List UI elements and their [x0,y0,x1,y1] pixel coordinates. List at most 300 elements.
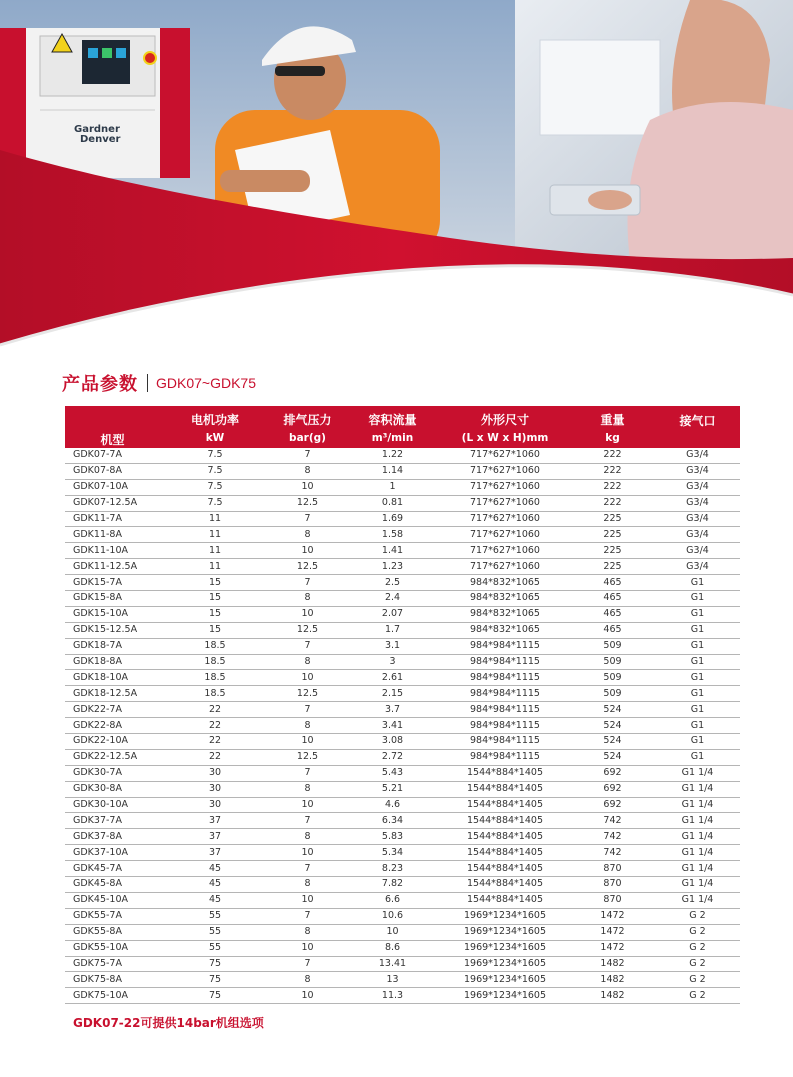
cell-flow: 8.23 [345,861,440,877]
unit-power: kW [160,428,270,448]
cell-flow: 3 [345,654,440,670]
cell-pressure: 8 [270,527,345,543]
cell-dimensions: 717*627*1060 [440,479,570,495]
cell-pressure: 12.5 [270,622,345,638]
table-row [65,591,740,607]
table-header-row [65,406,740,428]
cell-weight: 524 [570,718,655,734]
cell-outlet: G1 [655,734,740,750]
cell-dimensions: 717*627*1060 [440,527,570,543]
cell-flow: 10.6 [345,908,440,924]
cell-outlet: G3/4 [655,559,740,575]
cell-flow: 7.82 [345,877,440,893]
cell-model: GDK18-7A [65,638,160,654]
cell-outlet: G3/4 [655,463,740,479]
cell-power: 15 [160,622,270,638]
cell-outlet: G1 1/4 [655,877,740,893]
cell-model: GDK22-7A [65,702,160,718]
cell-weight: 225 [570,559,655,575]
cell-dimensions: 1544*884*1405 [440,765,570,781]
table-row [65,448,740,463]
cell-flow: 13 [345,972,440,988]
cell-outlet: G3/4 [655,527,740,543]
cell-outlet: G3/4 [655,495,740,511]
table-row [65,924,740,940]
cell-weight: 509 [570,670,655,686]
cell-dimensions: 984*984*1115 [440,654,570,670]
heading-divider [147,374,148,392]
cell-flow: 1.22 [345,448,440,463]
cell-outlet: G 2 [655,956,740,972]
cell-weight: 870 [570,877,655,893]
cell-pressure: 7 [270,448,345,463]
cell-model: GDK18-8A [65,654,160,670]
cell-weight: 742 [570,845,655,861]
cell-model: GDK30-8A [65,781,160,797]
cell-model: GDK07-8A [65,463,160,479]
table-row [65,622,740,638]
cell-pressure: 8 [270,877,345,893]
cell-pressure: 8 [270,654,345,670]
cell-dimensions: 1544*884*1405 [440,797,570,813]
cell-outlet: G1 1/4 [655,845,740,861]
cell-pressure: 10 [270,797,345,813]
header-pressure: 排气压力 [270,406,345,428]
cell-outlet: G1 [655,638,740,654]
cell-model: GDK37-7A [65,813,160,829]
cell-dimensions: 1969*1234*1605 [440,956,570,972]
cell-outlet: G1 1/4 [655,829,740,845]
cell-model: GDK30-10A [65,797,160,813]
table-row [65,527,740,543]
cell-power: 75 [160,956,270,972]
table-row [65,988,740,1004]
cell-model: GDK75-7A [65,956,160,972]
cell-power: 11 [160,543,270,559]
cell-flow: 3.1 [345,638,440,654]
table-row [65,638,740,654]
cell-outlet: G 2 [655,924,740,940]
cell-outlet: G1 [655,591,740,607]
cell-weight: 225 [570,527,655,543]
unit-flow: m³/min [345,428,440,448]
brand-line1: Gardner [74,124,120,135]
page-title: 产品参数 [62,374,138,395]
cell-dimensions: 984*832*1065 [440,606,570,622]
cell-power: 7.5 [160,463,270,479]
cell-pressure: 10 [270,543,345,559]
cell-weight: 465 [570,622,655,638]
table-row [65,797,740,813]
cell-pressure: 7 [270,638,345,654]
cell-model: GDK22-8A [65,718,160,734]
table-row [65,781,740,797]
cell-power: 45 [160,892,270,908]
cell-dimensions: 984*984*1115 [440,702,570,718]
cell-dimensions: 984*984*1115 [440,749,570,765]
cell-flow: 6.34 [345,813,440,829]
cell-weight: 222 [570,495,655,511]
cell-pressure: 7 [270,956,345,972]
page-subtitle: GDK07~GDK75 [156,375,256,391]
cell-weight: 1482 [570,956,655,972]
table-row [65,495,740,511]
cell-weight: 465 [570,591,655,607]
cell-flow: 2.5 [345,575,440,591]
cell-dimensions: 1969*1234*1605 [440,908,570,924]
cell-power: 22 [160,702,270,718]
cell-power: 18.5 [160,686,270,702]
cell-pressure: 8 [270,463,345,479]
cell-flow: 2.4 [345,591,440,607]
cell-power: 22 [160,749,270,765]
cell-outlet: G 2 [655,908,740,924]
cell-power: 15 [160,606,270,622]
cell-power: 37 [160,813,270,829]
cell-weight: 225 [570,511,655,527]
table-row [65,654,740,670]
header-outlet: 接气口 [655,406,740,448]
table-unit-row [65,428,740,448]
cell-weight: 1482 [570,988,655,1004]
footnote: GDK07-22可提供14bar机组选项 [73,1016,264,1030]
cell-dimensions: 984*832*1065 [440,591,570,607]
cell-flow: 2.07 [345,606,440,622]
cell-dimensions: 984*984*1115 [440,718,570,734]
table-row [65,670,740,686]
cell-model: GDK37-10A [65,845,160,861]
cell-flow: 1.58 [345,527,440,543]
cell-model: GDK75-8A [65,972,160,988]
cell-outlet: G1 [655,702,740,718]
cell-weight: 1472 [570,940,655,956]
cell-dimensions: 1969*1234*1605 [440,924,570,940]
cell-pressure: 12.5 [270,495,345,511]
cell-outlet: G1 1/4 [655,781,740,797]
cell-pressure: 8 [270,924,345,940]
cell-dimensions: 717*627*1060 [440,559,570,575]
cell-flow: 3.08 [345,734,440,750]
table-row [65,765,740,781]
header-flow: 容积流量 [345,406,440,428]
cell-power: 45 [160,861,270,877]
cell-dimensions: 984*984*1115 [440,670,570,686]
cell-outlet: G1 1/4 [655,797,740,813]
cell-model: GDK30-7A [65,765,160,781]
cell-weight: 222 [570,479,655,495]
cell-pressure: 8 [270,829,345,845]
cell-power: 11 [160,511,270,527]
cell-dimensions: 984*984*1115 [440,686,570,702]
cell-weight: 465 [570,606,655,622]
cell-weight: 692 [570,797,655,813]
brand-line2: Denver [80,134,121,145]
cell-pressure: 7 [270,575,345,591]
cell-power: 7.5 [160,495,270,511]
cell-outlet: G1 [655,670,740,686]
cell-power: 30 [160,797,270,813]
cell-power: 55 [160,940,270,956]
cell-power: 30 [160,781,270,797]
cell-dimensions: 984*984*1115 [440,638,570,654]
cell-dimensions: 1544*884*1405 [440,877,570,893]
cell-dimensions: 717*627*1060 [440,511,570,527]
cell-weight: 1482 [570,972,655,988]
cell-weight: 742 [570,829,655,845]
section-heading [62,371,256,395]
cell-model: GDK37-8A [65,829,160,845]
table-row [65,908,740,924]
brand-logo [74,125,154,145]
cell-model: GDK07-7A [65,448,160,463]
cell-flow: 5.34 [345,845,440,861]
unit-weight: kg [570,428,655,448]
cell-flow: 1.7 [345,622,440,638]
cell-outlet: G1 [655,575,740,591]
unit-dimensions: (L x W x H)mm [440,428,570,448]
cell-dimensions: 717*627*1060 [440,448,570,463]
cell-power: 11 [160,527,270,543]
cell-weight: 509 [570,638,655,654]
cell-dimensions: 984*832*1065 [440,575,570,591]
hero-illustration [0,0,793,370]
cell-model: GDK11-10A [65,543,160,559]
cell-dimensions: 1544*884*1405 [440,829,570,845]
cell-model: GDK22-10A [65,734,160,750]
cell-flow: 4.6 [345,797,440,813]
cell-outlet: G3/4 [655,543,740,559]
cell-power: 15 [160,591,270,607]
cell-flow: 5.21 [345,781,440,797]
cell-weight: 692 [570,781,655,797]
cell-outlet: G1 [655,718,740,734]
cell-dimensions: 1969*1234*1605 [440,988,570,1004]
cell-flow: 5.83 [345,829,440,845]
table-row [65,877,740,893]
cell-pressure: 7 [270,511,345,527]
cell-pressure: 8 [270,781,345,797]
cell-dimensions: 1544*884*1405 [440,845,570,861]
cell-model: GDK07-12.5A [65,495,160,511]
cell-power: 55 [160,924,270,940]
cell-weight: 692 [570,765,655,781]
table-row [65,511,740,527]
cell-weight: 1472 [570,908,655,924]
cell-model: GDK55-8A [65,924,160,940]
cell-outlet: G1 1/4 [655,861,740,877]
table-row [65,575,740,591]
cell-flow: 11.3 [345,988,440,1004]
cell-flow: 1.23 [345,559,440,575]
cell-flow: 8.6 [345,940,440,956]
cell-flow: 0.81 [345,495,440,511]
cell-weight: 1472 [570,924,655,940]
cell-dimensions: 1544*884*1405 [440,892,570,908]
cell-flow: 3.7 [345,702,440,718]
table-row [65,892,740,908]
compressor-cabinet [0,28,190,178]
table-body [65,448,740,1004]
cell-pressure: 10 [270,479,345,495]
cell-model: GDK55-7A [65,908,160,924]
table-row [65,479,740,495]
cell-weight: 524 [570,734,655,750]
cell-model: GDK45-7A [65,861,160,877]
cell-outlet: G 2 [655,972,740,988]
table-row [65,813,740,829]
table-row [65,606,740,622]
cell-flow: 2.61 [345,670,440,686]
cell-weight: 222 [570,448,655,463]
cell-power: 22 [160,718,270,734]
cell-pressure: 8 [270,972,345,988]
table-row [65,543,740,559]
cell-weight: 509 [570,686,655,702]
cell-model: GDK18-10A [65,670,160,686]
table-row [65,845,740,861]
cell-outlet: G1 [655,606,740,622]
cell-dimensions: 1544*884*1405 [440,781,570,797]
table-row [65,940,740,956]
cell-model: GDK07-10A [65,479,160,495]
header-weight: 重量 [570,406,655,428]
cell-pressure: 7 [270,908,345,924]
cell-model: GDK11-7A [65,511,160,527]
cell-model: GDK15-8A [65,591,160,607]
cell-pressure: 7 [270,813,345,829]
cell-dimensions: 717*627*1060 [440,463,570,479]
cell-model: GDK15-10A [65,606,160,622]
cell-weight: 509 [570,654,655,670]
cell-dimensions: 984*832*1065 [440,622,570,638]
cell-model: GDK11-12.5A [65,559,160,575]
table-row [65,463,740,479]
cell-weight: 870 [570,892,655,908]
cell-flow: 5.43 [345,765,440,781]
cell-pressure: 12.5 [270,559,345,575]
table-row [65,559,740,575]
cell-power: 7.5 [160,479,270,495]
cell-dimensions: 1544*884*1405 [440,861,570,877]
cell-model: GDK55-10A [65,940,160,956]
cell-weight: 870 [570,861,655,877]
cell-dimensions: 984*984*1115 [440,734,570,750]
cell-dimensions: 717*627*1060 [440,543,570,559]
cell-power: 30 [160,765,270,781]
cell-outlet: G1 1/4 [655,892,740,908]
header-power: 电机功率 [160,406,270,428]
cell-power: 37 [160,829,270,845]
cell-power: 55 [160,908,270,924]
cell-outlet: G1 [655,686,740,702]
cell-pressure: 10 [270,892,345,908]
cell-dimensions: 1969*1234*1605 [440,972,570,988]
cell-outlet: G3/4 [655,448,740,463]
table-row [65,972,740,988]
cell-model: GDK45-10A [65,892,160,908]
cell-weight: 524 [570,702,655,718]
cell-power: 18.5 [160,638,270,654]
cell-model: GDK11-8A [65,527,160,543]
table-row [65,686,740,702]
header-dimensions: 外形尺寸 [440,406,570,428]
table-row [65,749,740,765]
cell-model: GDK22-12.5A [65,749,160,765]
table-row [65,718,740,734]
cell-dimensions: 1969*1234*1605 [440,940,570,956]
cell-power: 22 [160,734,270,750]
table-row [65,861,740,877]
cell-pressure: 12.5 [270,749,345,765]
cell-outlet: G1 1/4 [655,813,740,829]
hero-banner [0,0,793,370]
cell-pressure: 8 [270,718,345,734]
cell-pressure: 7 [270,861,345,877]
cell-weight: 225 [570,543,655,559]
cell-flow: 13.41 [345,956,440,972]
cell-pressure: 10 [270,845,345,861]
cell-pressure: 10 [270,670,345,686]
cell-model: GDK75-10A [65,988,160,1004]
cell-outlet: G1 [655,749,740,765]
cell-model: GDK15-7A [65,575,160,591]
cell-flow: 1.69 [345,511,440,527]
cell-pressure: 10 [270,606,345,622]
cell-power: 18.5 [160,654,270,670]
cell-flow: 2.72 [345,749,440,765]
cell-outlet: G1 [655,654,740,670]
cell-flow: 6.6 [345,892,440,908]
cell-pressure: 10 [270,988,345,1004]
header-model: 机型 [65,406,160,448]
cell-pressure: 10 [270,940,345,956]
cell-power: 45 [160,877,270,893]
cell-pressure: 12.5 [270,686,345,702]
cell-weight: 222 [570,463,655,479]
spec-table [65,406,740,1004]
cell-power: 11 [160,559,270,575]
cell-outlet: G 2 [655,940,740,956]
cell-weight: 465 [570,575,655,591]
cell-weight: 742 [570,813,655,829]
cell-power: 75 [160,988,270,1004]
cell-flow: 1.41 [345,543,440,559]
cell-dimensions: 717*627*1060 [440,495,570,511]
cell-weight: 524 [570,749,655,765]
cell-outlet: G 2 [655,988,740,1004]
cell-flow: 1 [345,479,440,495]
cell-power: 7.5 [160,448,270,463]
table-row [65,829,740,845]
cell-flow: 3.41 [345,718,440,734]
cell-power: 18.5 [160,670,270,686]
cell-outlet: G3/4 [655,511,740,527]
table-row [65,734,740,750]
cell-pressure: 10 [270,734,345,750]
cell-pressure: 7 [270,702,345,718]
cell-flow: 1.14 [345,463,440,479]
cell-flow: 10 [345,924,440,940]
unit-pressure: bar(g) [270,428,345,448]
cell-model: GDK18-12.5A [65,686,160,702]
cell-model: GDK15-12.5A [65,622,160,638]
table-row [65,956,740,972]
cell-dimensions: 1544*884*1405 [440,813,570,829]
cell-power: 75 [160,972,270,988]
cell-model: GDK45-8A [65,877,160,893]
cell-power: 15 [160,575,270,591]
cell-outlet: G1 [655,622,740,638]
